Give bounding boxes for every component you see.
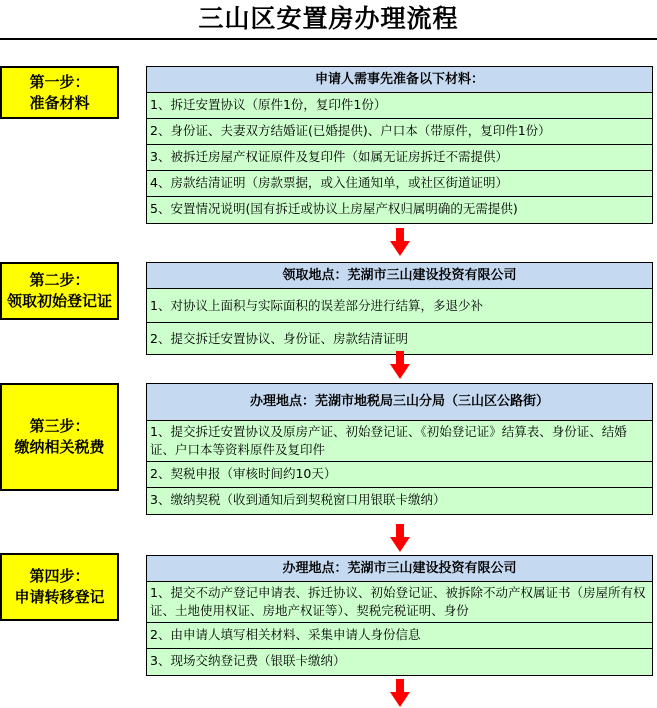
- step-4-item-2: 2、由申请人填写相关材料、采集申请人身份信息: [147, 623, 652, 649]
- flow-arrow-3: [390, 524, 410, 552]
- step-2-item-2: 2、提交拆迁安置协议、身份证、房款结清证明: [147, 323, 652, 354]
- step-1-item-1: 1、拆迁安置协议（原件1份，复印件1份）: [147, 93, 652, 119]
- step-1-item-3: 3、被拆迁房屋产权证原件及复印件（如属无证房拆迁不需提供）: [147, 145, 652, 171]
- step-3-number: 第三步：: [29, 417, 90, 435]
- step-1-item-5: 5、安置情况说明(国有拆迁或协议上房屋产权归属明确的无需提供): [147, 197, 652, 223]
- step-4-box: [146, 555, 653, 676]
- step-2-item-1: 1、对协议上面积与实际面积的误差部分进行结算，多退少补: [147, 289, 652, 323]
- step-1-box: [146, 66, 653, 224]
- step-2-number: 第二步：: [29, 271, 90, 289]
- step-3-name: 缴纳相关税费: [14, 438, 105, 456]
- step-3-item-3: 3、缴纳契税（收到通知后到契税窗口用银联卡缴纳）: [147, 488, 652, 514]
- step-3-item-1: 1、提交拆迁安置协议及原房产证、初始登记证、《初始登记证》结算表、身份证、结婚证、户口本等资料原件及复印件: [147, 421, 652, 462]
- step-1-header: 申请人需事先准备以下材料：: [147, 67, 652, 93]
- flow-arrow-2: [390, 351, 410, 379]
- step-2-label: [0, 262, 119, 320]
- flow-arrow-4: [390, 679, 410, 707]
- step-2-box: [146, 262, 653, 355]
- step-3-box: [146, 383, 653, 515]
- step-4-name: 申请转移登记: [14, 588, 105, 606]
- step-4-label: [0, 553, 119, 621]
- step-3-label: [0, 383, 119, 491]
- step-2-name: 领取初始登记证: [6, 292, 112, 310]
- step-3-header: 办理地点：芜湖市地税局三山分局（三山区公路街）: [147, 384, 652, 421]
- step-1-name: 准备材料: [29, 93, 90, 112]
- step-4-number: 第四步：: [29, 567, 90, 585]
- step-1-label: [0, 66, 119, 119]
- page-title: 三山区安置房办理流程: [0, 0, 657, 40]
- flow-arrow-1: [390, 228, 410, 256]
- step-3-item-2: 2、契税申报（审核时间约10天）: [147, 462, 652, 488]
- step-1-number: 第一步：: [29, 72, 90, 91]
- step-4-item-1: 1、提交不动产登记申请表、拆迁协议、初始登记证、被拆除不动产权属证书（房屋所有权证、土地使用权证、房地产权证等）、契税完税证明、身份: [147, 582, 652, 623]
- step-1-item-4: 4、房款结清证明（房款票据，或入住通知单，或社区街道证明）: [147, 171, 652, 197]
- step-4-item-3: 3、现场交纳登记费（银联卡缴纳）: [147, 649, 652, 675]
- step-4-header: 办理地点：芜湖市三山建设投资有限公司: [147, 556, 652, 582]
- step-1-item-2: 2、身份证、夫妻双方结婚证(已婚提供)、户口本（带原件，复印件1份）: [147, 119, 652, 145]
- step-2-header: 领取地点：芜湖市三山建设投资有限公司: [147, 263, 652, 289]
